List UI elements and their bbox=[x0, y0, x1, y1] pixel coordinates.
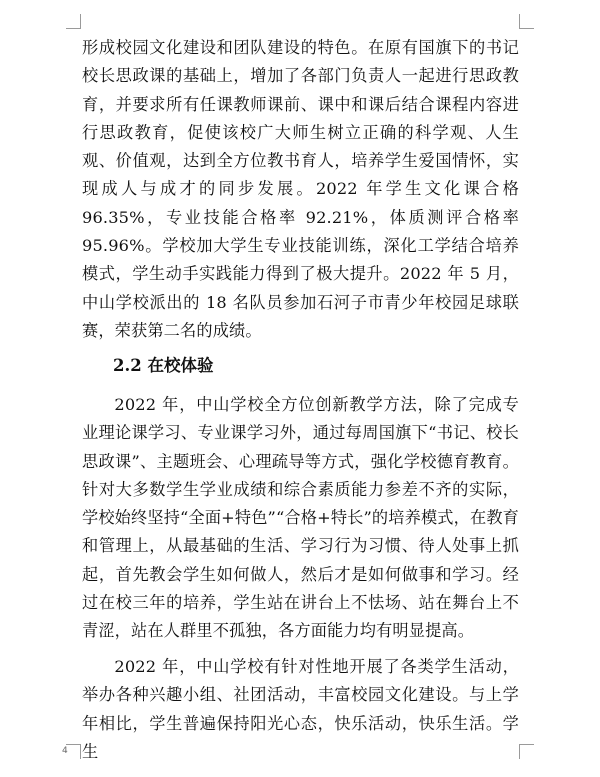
paragraph-text: 2022 年，中山学校有针对性地开展了各类学生活动，举办各种兴趣小组、社团活动，丰富校园文化建设。与上学年相比，学生普遍保持阳光心态，快乐活动，快乐生活。学生 bbox=[82, 657, 519, 761]
paragraph-text: 形成校园文化建设和团队建设的特色。在原有国旗下的书记校长思政课的基础上，增加了各部门负责人一起进行思政教育，并要求所有任课教师课前、课中和课后结合课程内容进行思政教育，促使该校广大师生树立正确的科学观、人生观、价值观，达到全方位教书育人，培养学生爱国情怀，实现成人与成才的同步发展。2022 年学生文化课合格 96.35%，专业技能合格率 92.21%，体质测评合格率 95.96%。学校加大学生专业技能训练，深化工学结合培养模式，学生动手实践能力得到了极大提升。2022 年 5 月，中山学校派出的 18 名队员参加石河子市青少年校园足球联赛，荣获第二名的成绩。 bbox=[82, 38, 519, 340]
corner-mark-bottom-left bbox=[66, 744, 81, 759]
paragraph-text: 2022 年，中山学校全方位创新教学方法，除了完成专业理论课学习、专业课学习外，通过每周国旗下“书记、校长思政课”、主题班会、心理疏导等方式，强化学校德育教育。针对大多数学生学业成绩和综合素质能力参差不齐的实际，学校始终坚持“全面+特色”“合格+特长”的培养模式，在教育和管理上，从最基础的生活、学习行为习惯、待人处事上抓起，首先教会学生如何做人，然后才是如何做事和学习。经过在校三年的培养，学生站在讲台上不怯场、站在舞台上不青涩，站在人群里不孤独，各方面能力均有明显提高。 bbox=[82, 395, 519, 641]
corner-mark-bottom-right bbox=[519, 744, 534, 759]
page-number: 4 bbox=[62, 746, 68, 756]
corner-mark-top-left bbox=[66, 14, 81, 29]
corner-mark-top-right bbox=[519, 14, 534, 29]
body-paragraph-2 bbox=[82, 391, 519, 646]
body-paragraph-1 bbox=[82, 34, 519, 345]
section-heading: 2.2 在校体验 bbox=[113, 356, 214, 375]
body-paragraph-3 bbox=[82, 653, 519, 766]
